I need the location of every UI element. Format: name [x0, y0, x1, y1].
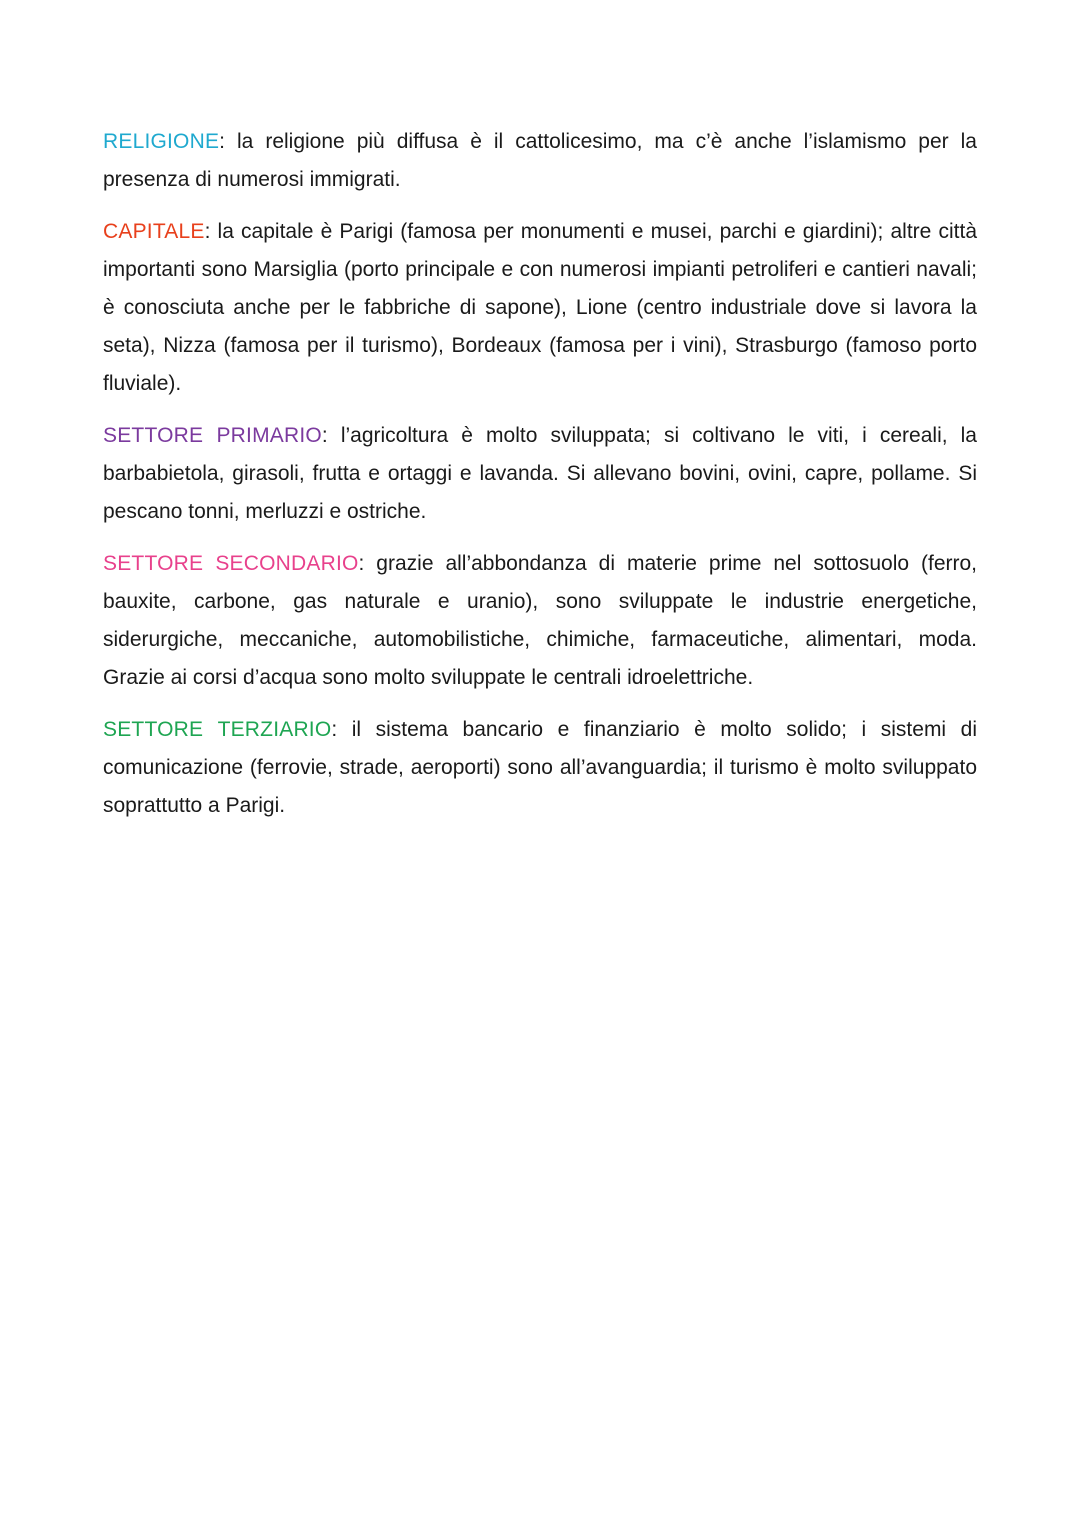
paragraph-settore-secondario: [103, 545, 977, 697]
heading-religione: RELIGIONE: [103, 130, 220, 153]
paragraph-settore-terziario: [103, 711, 977, 825]
paragraph-religione: [103, 123, 977, 199]
document-page: [103, 123, 977, 839]
body-capitale: : la capitale è Parigi (famosa per monumenti e musei, parchi e giardini); altre città importanti sono Marsiglia (porto principale e con numerosi impianti petroliferi e cantieri navali; è conosciuta anche per le fabbriche di sapone), Lione (centro industriale dove si lavora la seta), Nizza (famosa per il turismo), Bordeaux (famosa per i vini), Strasburgo (famoso porto fluviale).: [103, 220, 977, 395]
body-settore-secondario: : grazie all’abbondanza di materie prime nel sottosuolo (ferro, bauxite, carbone, gas naturale e uranio), sono sviluppate le industrie energetiche, siderurgiche, meccaniche, automobilistiche, chimiche, farmaceutiche, alimentari, moda. Grazie ai corsi d’acqua sono molto sviluppate le centrali idroelettriche.: [103, 552, 977, 689]
heading-capitale: CAPITALE: [103, 220, 205, 243]
heading-settore-primario: SETTORE PRIMARIO: [103, 424, 322, 447]
heading-settore-secondario: SETTORE SECONDARIO: [103, 552, 359, 575]
paragraph-capitale: [103, 213, 977, 403]
body-settore-primario: : l’agricoltura è molto sviluppata; si coltivano le viti, i cereali, la barbabietola, girasoli, frutta e ortaggi e lavanda. Si allevano bovini, ovini, capre, pollame. Si pescano tonni, merluzzi e ostriche.: [103, 424, 977, 523]
body-religione: : la religione più diffusa è il cattolicesimo, ma c’è anche l’islamismo per la presenza di numerosi immigrati.: [103, 130, 977, 191]
heading-settore-terziario: SETTORE TERZIARIO: [103, 718, 332, 741]
body-settore-terziario: : il sistema bancario e finanziario è molto solido; i sistemi di comunicazione (ferrovie, strade, aeroporti) sono all’avanguardia; il turismo è molto sviluppato soprattutto a Parigi.: [103, 718, 977, 817]
paragraph-settore-primario: [103, 417, 977, 531]
